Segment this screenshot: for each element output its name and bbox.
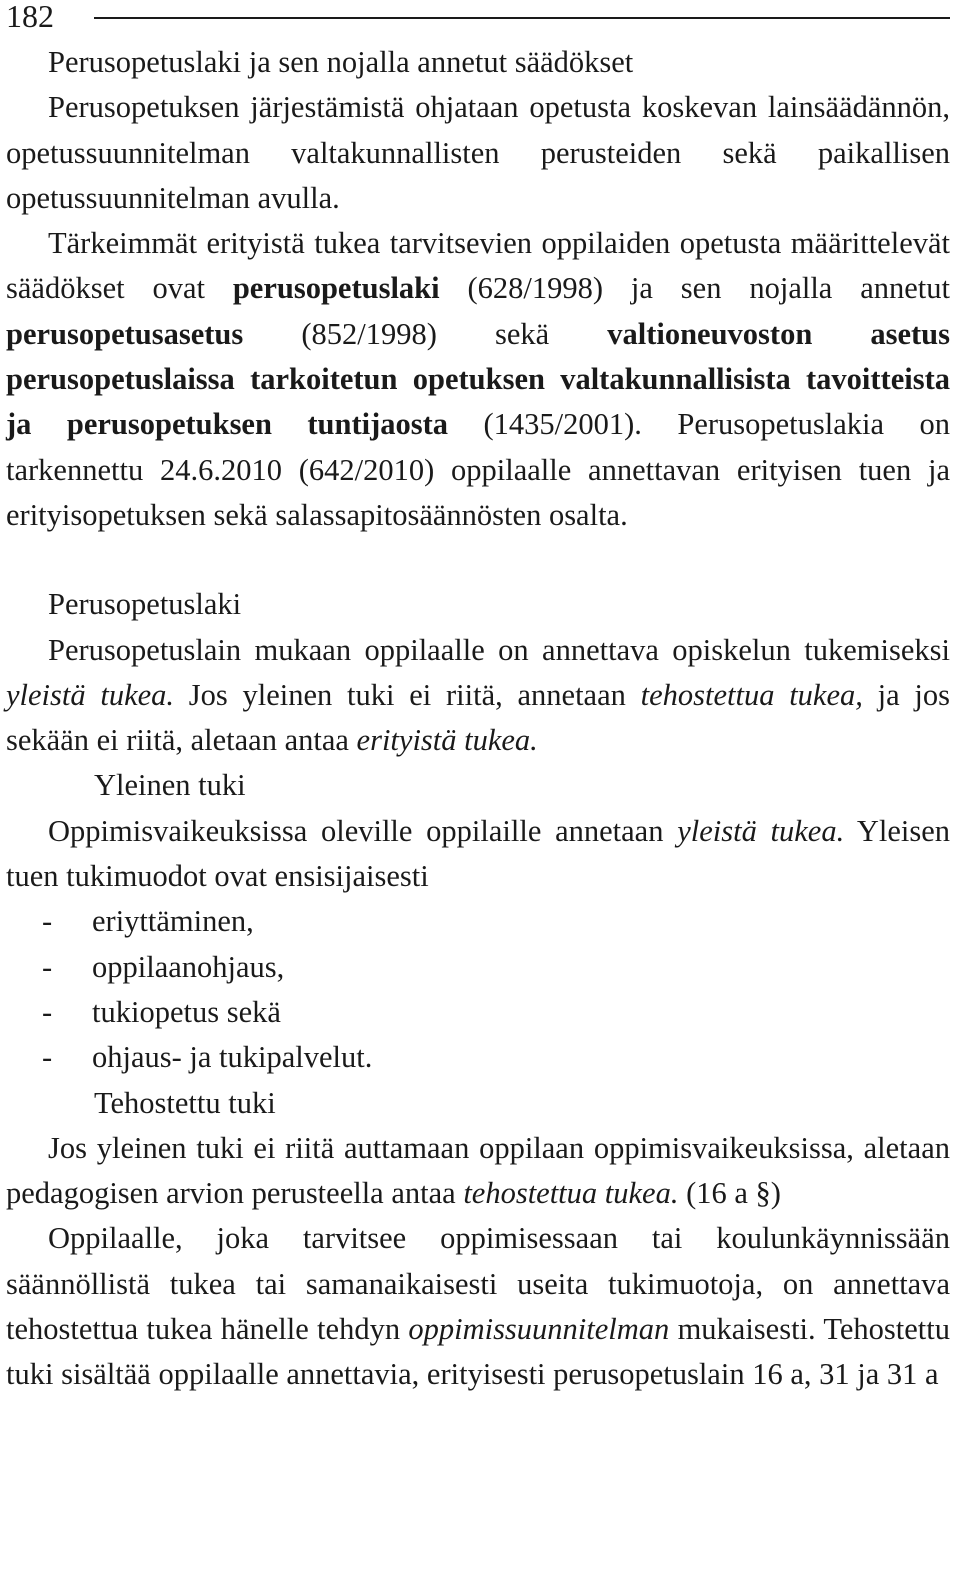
paragraph-intensified-start: Jos yleinen tuki ei riitä auttamaan oppilaan oppimisvaikeuksissa, aletaan pedagogisen arvion perusteella antaa tehostettua tukea. (16 a §) (6, 1130, 950, 1211)
section-heading-act: Perusopetuslaki (48, 587, 242, 622)
body-text (6, 40, 950, 1398)
dash-bullet: - (42, 904, 53, 939)
paragraph-organisation: Perusopetuksen järjestämistä ohjataan opetusta koskevan lainsäädännön, opetussuunnitelman valtakunnallisten perusteiden sekä paikallisen opetussuunnitelman avulla. (6, 90, 950, 215)
subheading-general-support: Yleinen tuki (94, 768, 246, 803)
paragraph-intensified-plan: Oppilaalle, joka tarvitsee oppimisessaan tai koulunkäynnissään säännöllistä tukea tai samanaikaisesti useita tukimuotoja, on annettava tehostettua tukea hänelle tehdyn oppimissuunnitelman mukaisesti. Tehostettu tuki sisältää oppilaalle annettavia, erityisesti perusopetuslain 16 a, 31 ja 31 a (6, 1221, 950, 1392)
statute-government-decree: valtioneuvoston asetus perusopetuslaissa tarkoitetun opetuksen valtakunnallisista tavoitteista ja perusopetuksen tuntijaosta (6, 316, 951, 442)
dash-bullet: - (42, 949, 53, 984)
statute-basic-education-decree: perusopetusasetus (6, 316, 244, 351)
page-number: 182 (6, 0, 54, 34)
general-support-forms-list (6, 899, 950, 1080)
section-heading-statutes: Perusopetuslaki ja sen nojalla annetut säädökset (48, 45, 634, 79)
header-rule (94, 17, 950, 19)
paragraph-key-statutes: Tärkeimmät erityistä tukea tarvitsevien oppilaiden opetusta määrittelevät säädökset ovat perusopetuslaki (628/1998) ja sen nojalla annetut perusopetusasetus (852/1998) sekä valtioneuvoston asetus perusopetuslaissa tarkoitetun opetuksen valtakunnallisista tavoitteista ja perusopetuksen tuntijaosta (1435/2001). Perusopetuslakia on tarkennettu 24.6.2010 (642/2010) oppilaalle annettavan erityisen tuen ja erityisopetuksen sekä salassapitosäännösten osalta. (6, 226, 951, 532)
list-item: - ohjaus- ja tukipalvelut. (6, 1035, 950, 1080)
page-header (6, 0, 950, 36)
list-item: - tukiopetus sekä (6, 990, 950, 1035)
subheading-intensified-support: Tehostettu tuki (94, 1085, 276, 1120)
list-item: - eriyttäminen, (6, 899, 950, 944)
dash-bullet: - (42, 994, 53, 1029)
statute-basic-education-act: perusopetuslaki (232, 271, 440, 306)
dash-bullet: - (42, 1040, 53, 1075)
paragraph-general-support: Oppimisvaikeuksissa oleville oppilaille annetaan yleistä tukea. Yleisen tuen tukimuodot ovat ensisijaisesti (6, 813, 950, 894)
list-item: - oppilaanohjaus, (6, 945, 950, 990)
paragraph-support-levels: Perusopetuslain mukaan oppilaalle on annettava opiskelun tukemiseksi yleistä tukea. Jos yleinen tuki ei riitä, annetaan tehostettua tukea, ja jos sekään ei riitä, aletaan antaa erityistä tukea. (6, 632, 950, 758)
